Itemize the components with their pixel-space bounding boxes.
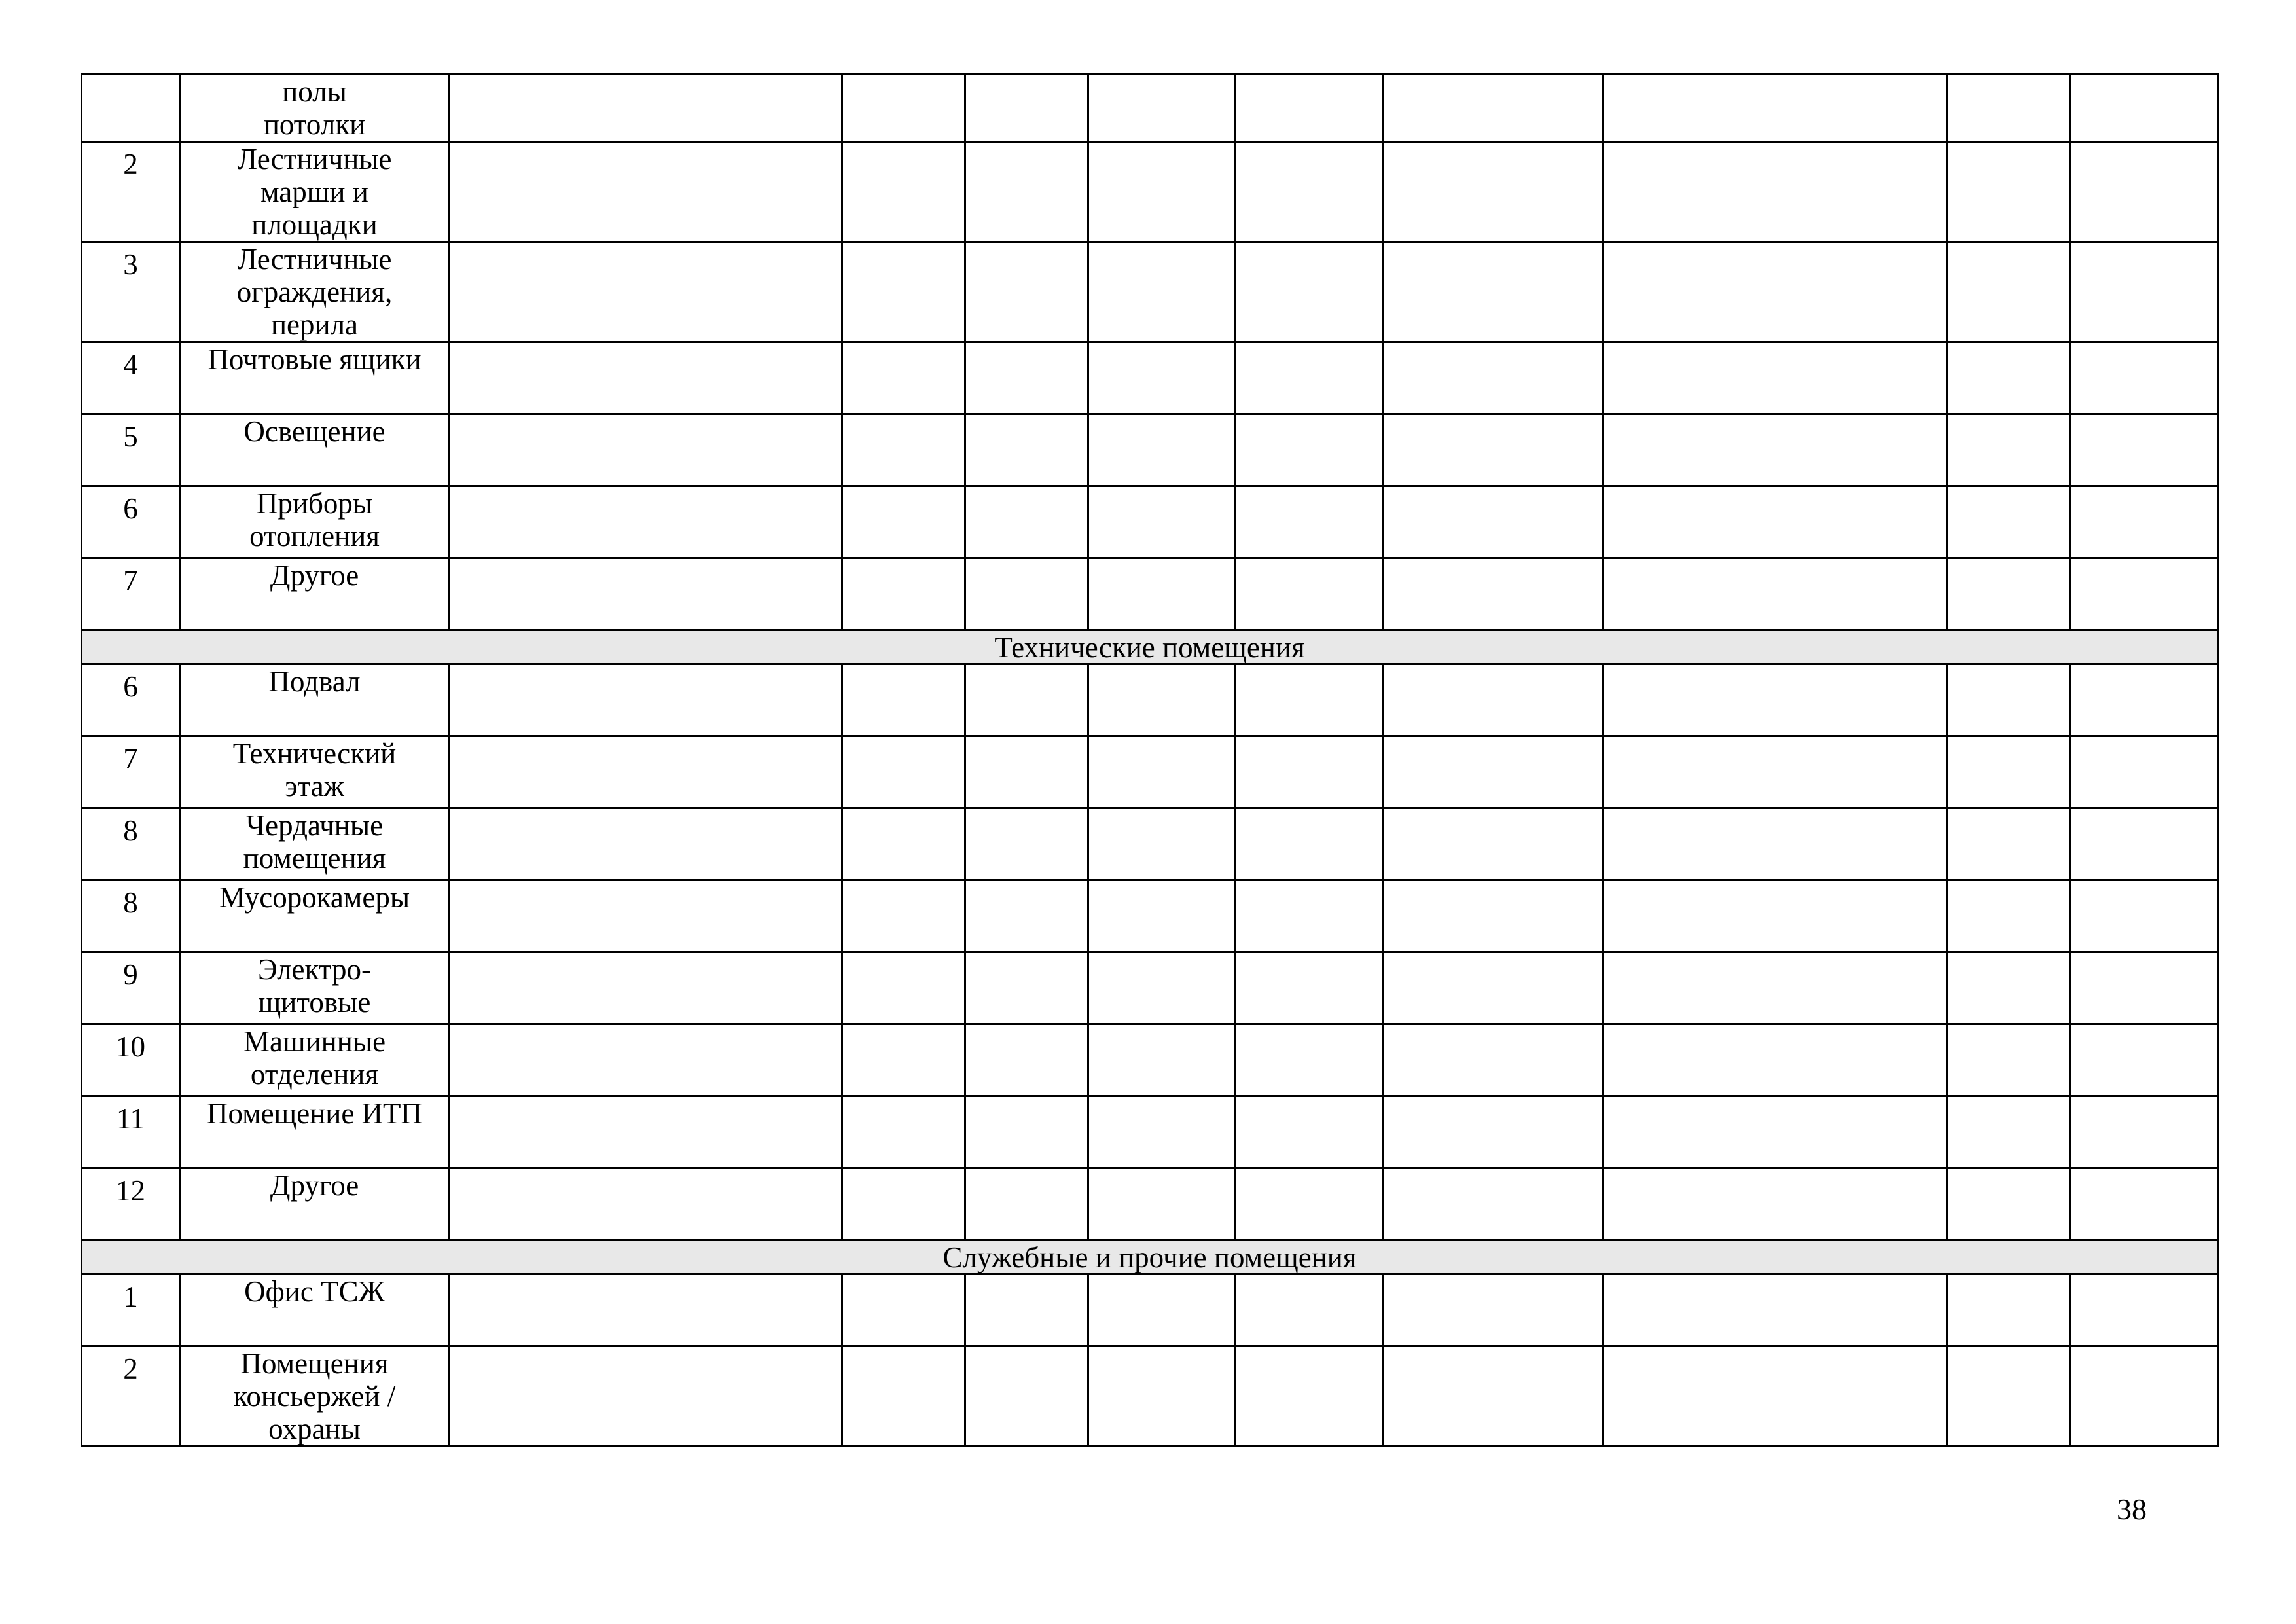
empty-cell: [1236, 142, 1383, 242]
empty-cell: [1947, 558, 2070, 630]
empty-cell: [842, 952, 965, 1024]
row-number: 8: [82, 880, 180, 952]
empty-cell: [1383, 952, 1604, 1024]
empty-cell: [2070, 1346, 2218, 1447]
empty-cell: [965, 808, 1088, 880]
empty-cell: [1604, 736, 1947, 808]
empty-cell: [1383, 558, 1604, 630]
empty-cell: [965, 1168, 1088, 1240]
empty-cell: [1383, 142, 1604, 242]
empty-cell: [1604, 664, 1947, 736]
empty-cell: [450, 664, 842, 736]
row-number: 7: [82, 558, 180, 630]
empty-cell: [1088, 1346, 1236, 1447]
row-number: [82, 75, 180, 142]
empty-cell: [2070, 952, 2218, 1024]
row-name: Электро- щитовые: [180, 952, 450, 1024]
empty-cell: [1236, 1168, 1383, 1240]
empty-cell: [2070, 75, 2218, 142]
empty-cell: [450, 75, 842, 142]
empty-cell: [965, 242, 1088, 342]
empty-cell: [1236, 880, 1383, 952]
empty-cell: [1604, 1168, 1947, 1240]
empty-cell: [1088, 1024, 1236, 1096]
table-row: [82, 1024, 2218, 1096]
empty-cell: [1236, 242, 1383, 342]
empty-cell: [2070, 808, 2218, 880]
empty-cell: [842, 1274, 965, 1346]
row-number: 5: [82, 414, 180, 486]
empty-cell: [1604, 1274, 1947, 1346]
row-name: Лестничные марши и площадки: [180, 142, 450, 242]
empty-cell: [842, 1168, 965, 1240]
section-header-row: [82, 630, 2218, 664]
empty-cell: [1236, 486, 1383, 558]
empty-cell: [2070, 414, 2218, 486]
empty-cell: [450, 1024, 842, 1096]
empty-cell: [2070, 558, 2218, 630]
row-name: Чердачные помещения: [180, 808, 450, 880]
empty-cell: [1383, 664, 1604, 736]
row-name: Подвал: [180, 664, 450, 736]
row-name: Лестничные ограждения, перила: [180, 242, 450, 342]
empty-cell: [842, 1096, 965, 1168]
empty-cell: [450, 952, 842, 1024]
empty-cell: [842, 242, 965, 342]
table-row: [82, 486, 2218, 558]
empty-cell: [1088, 486, 1236, 558]
empty-cell: [1947, 664, 2070, 736]
empty-cell: [450, 880, 842, 952]
empty-cell: [1947, 736, 2070, 808]
row-number: 6: [82, 486, 180, 558]
empty-cell: [1088, 952, 1236, 1024]
empty-cell: [965, 1274, 1088, 1346]
empty-cell: [1947, 75, 2070, 142]
table-row: [82, 342, 2218, 414]
empty-cell: [1383, 342, 1604, 414]
row-name: Помещение ИТП: [180, 1096, 450, 1168]
empty-cell: [450, 242, 842, 342]
row-name: Другое: [180, 1168, 450, 1240]
empty-cell: [450, 1096, 842, 1168]
empty-cell: [2070, 1096, 2218, 1168]
empty-cell: [1604, 808, 1947, 880]
table-row: [82, 558, 2218, 630]
empty-cell: [2070, 242, 2218, 342]
empty-cell: [1088, 242, 1236, 342]
empty-cell: [842, 486, 965, 558]
empty-cell: [965, 1346, 1088, 1447]
row-name: Почтовые ящики: [180, 342, 450, 414]
empty-cell: [1604, 1096, 1947, 1168]
empty-cell: [842, 736, 965, 808]
empty-cell: [2070, 736, 2218, 808]
empty-cell: [1236, 808, 1383, 880]
empty-cell: [1088, 880, 1236, 952]
table-row: [82, 142, 2218, 242]
row-number: 8: [82, 808, 180, 880]
empty-cell: [1947, 1024, 2070, 1096]
row-name: полы потолки: [180, 75, 450, 142]
row-name: Машинные отделения: [180, 1024, 450, 1096]
table-row: [82, 880, 2218, 952]
empty-cell: [1088, 808, 1236, 880]
empty-cell: [1236, 1346, 1383, 1447]
empty-cell: [1604, 242, 1947, 342]
empty-cell: [842, 664, 965, 736]
empty-cell: [1088, 75, 1236, 142]
empty-cell: [965, 1024, 1088, 1096]
empty-cell: [965, 664, 1088, 736]
empty-cell: [2070, 1024, 2218, 1096]
empty-cell: [1383, 880, 1604, 952]
empty-cell: [1947, 342, 2070, 414]
empty-cell: [965, 75, 1088, 142]
empty-cell: [1947, 486, 2070, 558]
row-number: 6: [82, 664, 180, 736]
empty-cell: [450, 808, 842, 880]
table-row: [82, 736, 2218, 808]
section-header-row: [82, 1240, 2218, 1274]
row-name: Мусорокамеры: [180, 880, 450, 952]
table-row: [82, 75, 2218, 142]
empty-cell: [1604, 75, 1947, 142]
empty-cell: [450, 1168, 842, 1240]
empty-cell: [1236, 736, 1383, 808]
empty-cell: [1947, 880, 2070, 952]
empty-cell: [842, 558, 965, 630]
empty-cell: [450, 342, 842, 414]
empty-cell: [1088, 414, 1236, 486]
table-row: [82, 242, 2218, 342]
row-name: Офис ТСЖ: [180, 1274, 450, 1346]
empty-cell: [1383, 414, 1604, 486]
empty-cell: [1383, 1096, 1604, 1168]
inspection-table: [81, 73, 2219, 1447]
empty-cell: [1088, 1274, 1236, 1346]
row-number: 4: [82, 342, 180, 414]
empty-cell: [1947, 242, 2070, 342]
empty-cell: [2070, 342, 2218, 414]
row-name: Другое: [180, 558, 450, 630]
table-row: [82, 414, 2218, 486]
section-title: Технические помещения: [82, 630, 2218, 664]
row-name: Освещение: [180, 414, 450, 486]
empty-cell: [1383, 736, 1604, 808]
empty-cell: [1383, 1024, 1604, 1096]
empty-cell: [1236, 1096, 1383, 1168]
empty-cell: [842, 142, 965, 242]
empty-cell: [1383, 1168, 1604, 1240]
row-number: 3: [82, 242, 180, 342]
empty-cell: [842, 342, 965, 414]
row-number: 9: [82, 952, 180, 1024]
empty-cell: [965, 558, 1088, 630]
empty-cell: [842, 75, 965, 142]
empty-cell: [1383, 486, 1604, 558]
empty-cell: [450, 558, 842, 630]
empty-cell: [1088, 736, 1236, 808]
empty-cell: [1383, 75, 1604, 142]
empty-cell: [965, 486, 1088, 558]
empty-cell: [1604, 1346, 1947, 1447]
table-row: [82, 1346, 2218, 1447]
empty-cell: [1088, 1168, 1236, 1240]
row-number: 10: [82, 1024, 180, 1096]
empty-cell: [1604, 952, 1947, 1024]
empty-cell: [1947, 952, 2070, 1024]
empty-cell: [2070, 142, 2218, 242]
row-name: Технический этаж: [180, 736, 450, 808]
empty-cell: [842, 414, 965, 486]
row-name: Помещения консьержей / охраны: [180, 1346, 450, 1447]
empty-cell: [1604, 1024, 1947, 1096]
table-row: [82, 1274, 2218, 1346]
empty-cell: [1947, 808, 2070, 880]
empty-cell: [1088, 1096, 1236, 1168]
empty-cell: [1383, 1346, 1604, 1447]
empty-cell: [1236, 1274, 1383, 1346]
empty-cell: [965, 952, 1088, 1024]
table-row: [82, 1096, 2218, 1168]
empty-cell: [1947, 1168, 2070, 1240]
empty-cell: [842, 880, 965, 952]
empty-cell: [1947, 1346, 2070, 1447]
table-row: [82, 808, 2218, 880]
empty-cell: [450, 486, 842, 558]
empty-cell: [965, 414, 1088, 486]
empty-cell: [1383, 1274, 1604, 1346]
empty-cell: [1236, 414, 1383, 486]
empty-cell: [1947, 1274, 2070, 1346]
empty-cell: [1604, 142, 1947, 242]
empty-cell: [450, 1274, 842, 1346]
empty-cell: [1088, 142, 1236, 242]
empty-cell: [842, 1346, 965, 1447]
table-row: [82, 1168, 2218, 1240]
empty-cell: [1236, 342, 1383, 414]
table-row: [82, 952, 2218, 1024]
empty-cell: [1383, 242, 1604, 342]
section-title: Служебные и прочие помещения: [82, 1240, 2218, 1274]
empty-cell: [1236, 558, 1383, 630]
empty-cell: [965, 880, 1088, 952]
row-number: 1: [82, 1274, 180, 1346]
row-number: 2: [82, 142, 180, 242]
empty-cell: [1604, 558, 1947, 630]
table-row: [82, 664, 2218, 736]
empty-cell: [1947, 142, 2070, 242]
row-number: 12: [82, 1168, 180, 1240]
empty-cell: [965, 736, 1088, 808]
empty-cell: [1088, 558, 1236, 630]
empty-cell: [965, 1096, 1088, 1168]
row-number: 2: [82, 1346, 180, 1447]
empty-cell: [1236, 952, 1383, 1024]
empty-cell: [1383, 808, 1604, 880]
empty-cell: [1604, 880, 1947, 952]
empty-cell: [450, 414, 842, 486]
row-number: 11: [82, 1096, 180, 1168]
empty-cell: [1088, 342, 1236, 414]
empty-cell: [1604, 414, 1947, 486]
row-number: 7: [82, 736, 180, 808]
empty-cell: [842, 808, 965, 880]
empty-cell: [2070, 880, 2218, 952]
empty-cell: [2070, 1168, 2218, 1240]
empty-cell: [1088, 664, 1236, 736]
empty-cell: [1236, 1024, 1383, 1096]
empty-cell: [2070, 1274, 2218, 1346]
empty-cell: [450, 736, 842, 808]
empty-cell: [1947, 1096, 2070, 1168]
empty-cell: [450, 142, 842, 242]
empty-cell: [1947, 414, 2070, 486]
empty-cell: [450, 1346, 842, 1447]
empty-cell: [965, 142, 1088, 242]
empty-cell: [1604, 486, 1947, 558]
empty-cell: [965, 342, 1088, 414]
empty-cell: [2070, 664, 2218, 736]
empty-cell: [1604, 342, 1947, 414]
row-name: Приборы отопления: [180, 486, 450, 558]
empty-cell: [2070, 486, 2218, 558]
empty-cell: [1236, 664, 1383, 736]
empty-cell: [842, 1024, 965, 1096]
page-number: 38: [2117, 1492, 2147, 1526]
empty-cell: [1236, 75, 1383, 142]
